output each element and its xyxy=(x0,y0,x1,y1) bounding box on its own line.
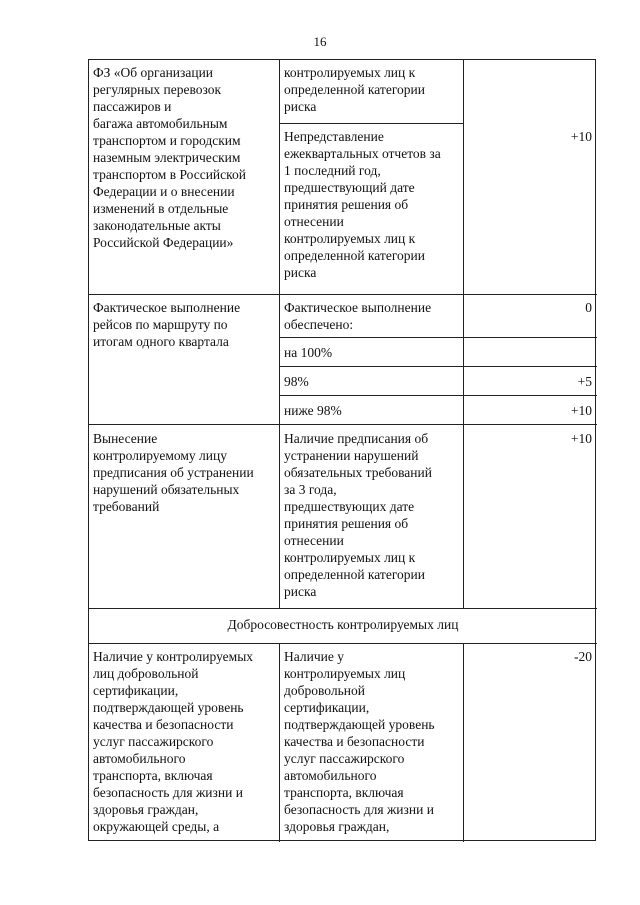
risk-criteria-table xyxy=(88,59,596,841)
column-divider-1-lower xyxy=(279,643,280,842)
row-divider xyxy=(279,395,597,396)
indicator-cell: контролируемых лиц к определенной категории риска xyxy=(284,65,425,114)
score-cell: +10 xyxy=(570,403,592,418)
indicator-cell: Непредставление ежеквартальных отчетов за 1 последний год, предшествующий дате принятия решения об отнесении контролируемых лиц к определенной категории риска xyxy=(284,129,441,280)
indicator-cell: 98% xyxy=(284,374,309,389)
score-cell: +10 xyxy=(570,431,592,446)
row-divider xyxy=(89,424,597,425)
row-divider xyxy=(89,294,597,295)
indicator-cell: Фактическое выполнение обеспечено: xyxy=(284,300,432,332)
criterion-cell: Наличие у контролируемых лиц добровольной сертификации, подтверждающей уровень качества и безопасности услуг пассажирского автомобильного транспорта, включая безопасность для жизни и здоровья граждан, окружающей среды, а xyxy=(93,649,254,834)
section-title: Добросовестность контролируемых лиц xyxy=(227,617,459,632)
indicator-cell: Наличие у контролируемых лиц добровольной сертификации, подтверждающей уровень качества и безопасности услуг пассажирского автомобильного транспорта, включая безопасность для жизни и здоровья граждан, xyxy=(284,649,435,834)
page-number: 16 xyxy=(313,34,327,49)
row-divider xyxy=(279,366,597,367)
row-divider xyxy=(279,337,597,338)
score-cell: -20 xyxy=(574,649,592,664)
indicator-cell: на 100% xyxy=(284,345,333,360)
criterion-cell: Фактическое выполнение рейсов по маршруту по итогам одного квартала xyxy=(93,300,241,349)
indicator-cell: Наличие предписания об устранении нарушений обязательных требований за 3 года, предшествующих дате принятия решения об отнесении контролируемых лиц к определенной категории риска xyxy=(284,431,432,599)
score-cell: +10 xyxy=(570,129,592,144)
criterion-cell: ФЗ «Об организации регулярных перевозок пассажиров и багажа автомобильным транспортом и городским наземным электрическим транспортом в Российской Федерации и о внесении изменений в отдельные законодательные акты Российской Федерации» xyxy=(93,65,246,250)
row-divider xyxy=(89,608,597,609)
row-divider xyxy=(279,123,463,124)
column-divider-1 xyxy=(279,60,280,608)
column-divider-2 xyxy=(463,60,464,608)
score-cell: +5 xyxy=(577,374,592,389)
indicator-cell: ниже 98% xyxy=(284,403,342,418)
row-divider xyxy=(89,643,597,644)
score-cell: 0 xyxy=(585,300,592,315)
column-divider-2-lower xyxy=(463,643,464,842)
criterion-cell: Вынесение контролируемому лицу предписания об устранении нарушений обязательных требований xyxy=(93,431,254,514)
